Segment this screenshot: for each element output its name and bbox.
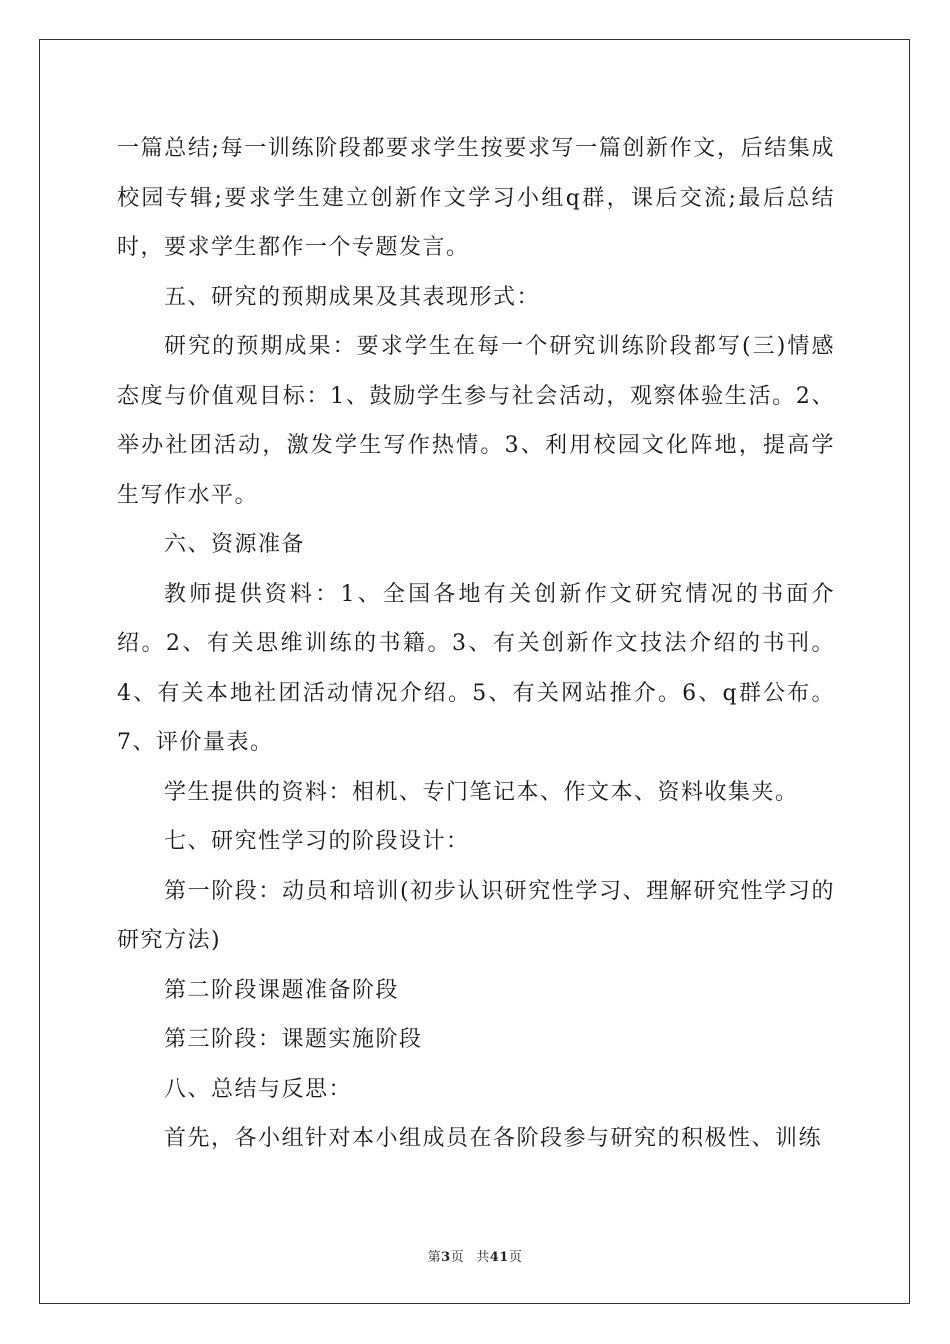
paragraph-expected-results: 研究的预期成果：要求学生在每一个研究训练阶段都写(三)情感态度与价值观目标：1、鼓励学生参与社会活动，观察体验生活。2、举办社团活动，激发学生写作热情。3、利用校园文化阵地，提高学生写作水平。 [117, 334, 835, 508]
paragraph-1: 一篇总结;每一训练阶段都要求学生按要求写一篇创新作文，后结集成校园专辑;要求学生建立创新作文学习小组q群，课后交流;最后总结时，要求学生都作一个专题发言。 [117, 136, 835, 260]
footer-page-suffix: 页 [450, 1250, 465, 1265]
section-heading-6: 六、资源准备 [164, 532, 306, 557]
footer-total-pages: 41 [489, 1250, 509, 1265]
footer-total-suffix: 页 [508, 1250, 523, 1265]
paragraph-stage-1: 第一阶段：动员和培训(初步认识研究性学习、理解研究性学习的研究方法) [117, 878, 835, 953]
footer-total-prefix: 共 [476, 1250, 490, 1265]
paragraph-summary: 首先，各小组针对本小组成员在各阶段参与研究的积极性、训练 [164, 1126, 823, 1151]
section-heading-7: 七、研究性学习的阶段设计： [164, 829, 470, 854]
paragraph-stage-2: 第二阶段课题准备阶段 [164, 977, 400, 1003]
section-heading-8: 八、总结与反思： [164, 1076, 353, 1102]
document-body [117, 124, 835, 1164]
paragraph-student-materials: 学生提供的资料：相机、专门笔记本、作文本、资料收集夹。 [164, 779, 799, 805]
section-heading-5: 五、研究的预期成果及其表现形式： [164, 284, 541, 310]
footer-page-prefix: 第 [427, 1250, 442, 1265]
footer-page-number: 3 [441, 1250, 451, 1265]
page-footer [0, 1246, 950, 1265]
paragraph-stage-3: 第三阶段：课题实施阶段 [164, 1027, 423, 1052]
paragraph-teacher-materials: 教师提供资料：1、全国各地有关创新作文研究情况的书面介绍。2、有关思维训练的书籍。3、有关创新作文技法介绍的书刊。4、有关本地社团活动情况介绍。5、有关网站推介。6、q群公布。7、评价量表。 [117, 581, 835, 755]
